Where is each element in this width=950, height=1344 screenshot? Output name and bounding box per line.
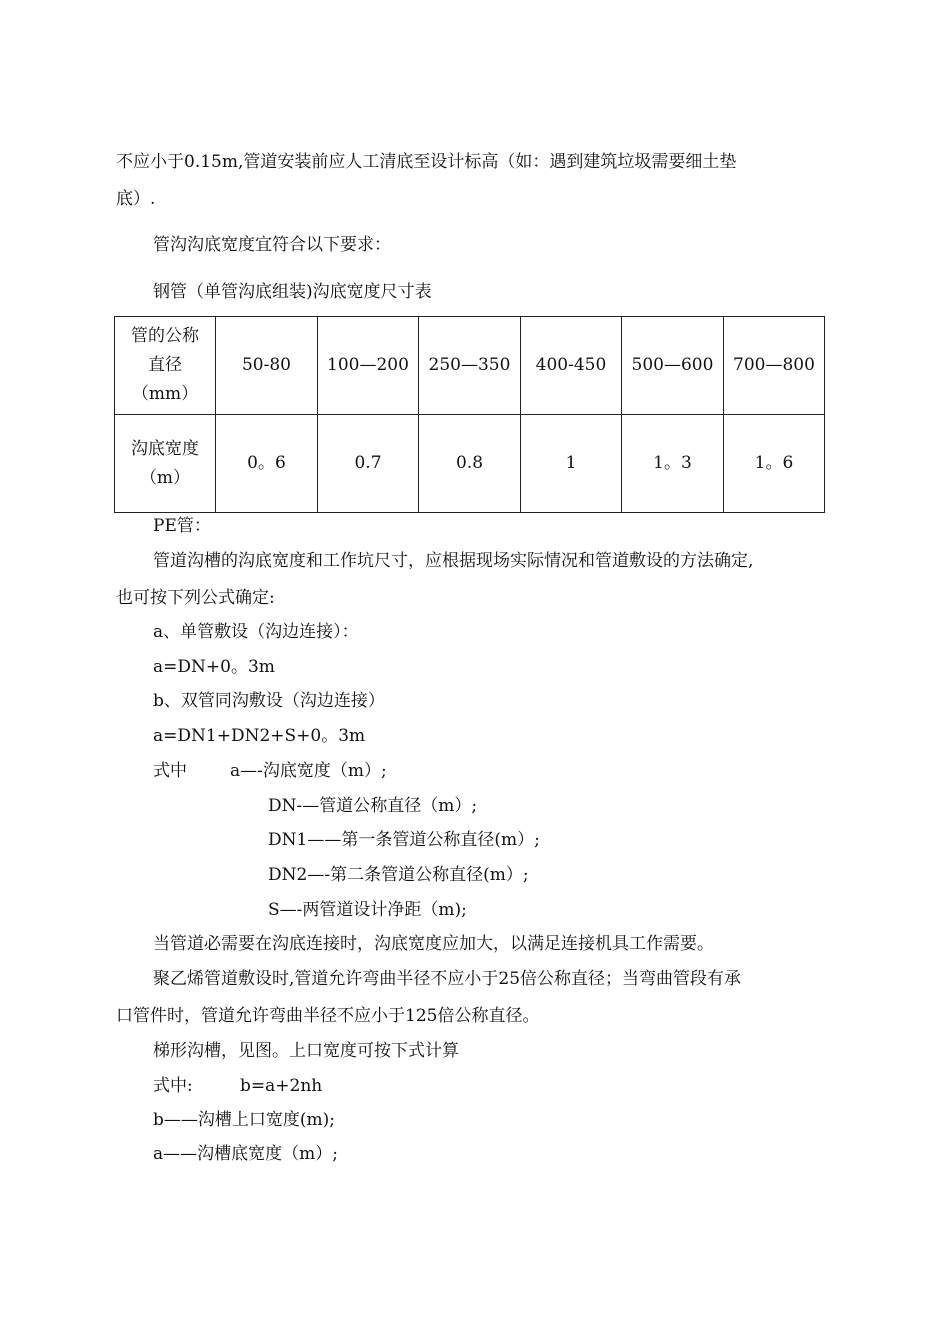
paragraph-line: 不应小于0.15m,管道安装前应人工清底至设计标高（如：遇到建筑垃圾需要细土垫: [116, 152, 737, 172]
width-cell: 1: [521, 415, 622, 513]
list-item: b、双管同沟敷设（沟边连接）: [153, 691, 385, 711]
table-caption: 钢管（单管沟底组装)沟底宽度尺寸表: [153, 282, 432, 302]
definition: DN-—管道公称直径（m）;: [268, 796, 478, 816]
width-label-line: 沟底宽度: [131, 438, 199, 459]
formula: a=DN+0。3m: [153, 657, 275, 677]
width-cell: 0.8: [419, 415, 521, 513]
definition: DN1——第一条管道公称直径(m）;: [268, 830, 540, 850]
table-row: [115, 415, 825, 513]
header-cell-width: [115, 415, 216, 513]
formula: b=a+2nh: [240, 1076, 323, 1096]
definition: a——沟槽底宽度（m）;: [153, 1144, 338, 1164]
header-label-line: 直径: [148, 355, 182, 375]
paragraph: 当管道必需要在沟底连接时，沟底宽度应加大，以满足连接机具工作需要。: [153, 934, 714, 954]
definition: b——沟槽上口宽度(m);: [153, 1110, 335, 1130]
header-label-line: （mm）: [131, 384, 199, 404]
diameter-cell: 100—200: [318, 317, 419, 415]
definition: DN2—-第二条管道公称直径(m）;: [268, 865, 529, 885]
diameter-cell: 250—350: [419, 317, 521, 415]
table-row: [115, 317, 825, 415]
diameter-cell: 50-80: [216, 317, 318, 415]
diameter-cell: 400-450: [521, 317, 622, 415]
width-cell: 0。6: [216, 415, 318, 513]
width-cell: 1。6: [724, 415, 825, 513]
paragraph-line: 也可按下列公式确定:: [116, 588, 275, 608]
section-title-pe: PE管：: [153, 516, 211, 536]
header-label-line: 管的公称: [131, 326, 199, 346]
list-item: a、单管敷设（沟边连接）：: [153, 622, 359, 642]
width-cell: 0.7: [318, 415, 419, 513]
where-prefix: 式中: [153, 761, 187, 781]
diameter-cell: 500—600: [622, 317, 724, 415]
width-label-line: （m）: [139, 467, 191, 488]
paragraph-line: 聚乙烯管道敷设时,管道允许弯曲半径不应小于25倍公称直径；当弯曲管段有承: [153, 969, 742, 989]
diameter-cell: 700—800: [724, 317, 825, 415]
width-cell: 1。3: [622, 415, 724, 513]
paragraph-line: 管道沟槽的沟底宽度和工作坑尺寸，应根据现场实际情况和管道敷设的方法确定,: [153, 551, 754, 571]
paragraph: 梯形沟槽，见图。上口宽度可按下式计算: [153, 1041, 459, 1061]
where-prefix: 式中:: [153, 1076, 193, 1096]
definition: a—-沟底宽度（m）;: [230, 761, 387, 781]
paragraph: 管沟沟底宽度宜符合以下要求：: [153, 235, 391, 255]
header-cell-diameter: [115, 317, 216, 415]
trench-width-table: [114, 316, 825, 513]
formula: a=DN1+DN2+S+0。3m: [153, 726, 366, 746]
definition: S—-两管道设计净距（m);: [268, 900, 467, 920]
paragraph-line: 底）.: [116, 189, 156, 209]
paragraph-line: 口管件时，管道允许弯曲半径不应小于125倍公称直径。: [116, 1006, 540, 1026]
